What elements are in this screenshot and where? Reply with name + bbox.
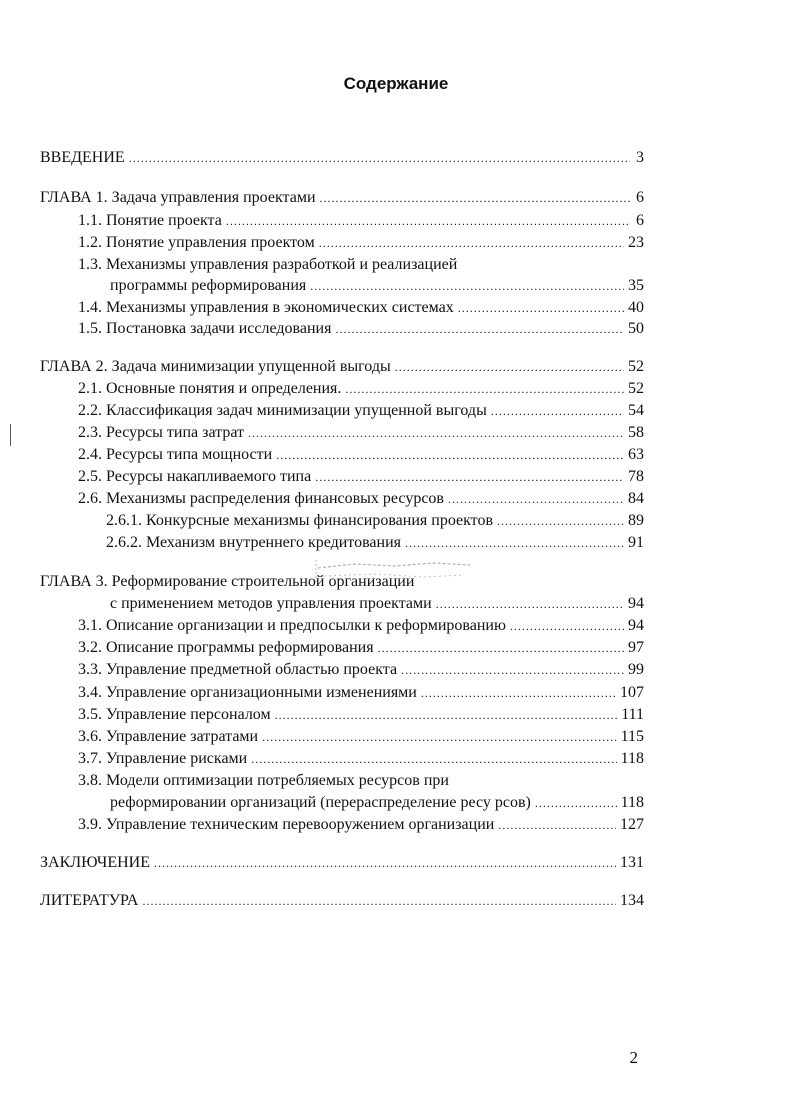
toc-label: 2.4. Ресурсы типа мощности (78, 446, 273, 463)
toc-page: 118 (620, 750, 644, 767)
toc-page: 127 (620, 816, 644, 833)
toc-page: 134 (620, 892, 644, 909)
toc-entry-1-2[interactable] (78, 233, 644, 253)
toc-entry-1-3-first-line[interactable]: 1.3. Механизмы управления разработкой и реализацией (78, 256, 458, 273)
toc-leader (315, 467, 624, 487)
toc-leader (276, 445, 624, 465)
toc-entry-chapter-3[interactable] (110, 594, 644, 614)
toc-entry-conclusion[interactable] (40, 853, 644, 873)
toc-leader (498, 815, 616, 835)
toc-entry-chapter-2[interactable] (40, 357, 644, 377)
toc-label: 3.4. Управление организационными изменениями (78, 684, 417, 701)
toc-entry-3-2[interactable] (78, 638, 644, 658)
toc-page: 52 (628, 358, 644, 375)
toc-label: 2.3. Ресурсы типа затрат (78, 424, 245, 441)
toc-page: 6 (636, 189, 644, 206)
toc-leader (248, 423, 624, 443)
toc-label: 3.5. Управление персоналом (78, 706, 271, 723)
toc-leader (319, 233, 624, 253)
toc-entry-2-2[interactable] (78, 401, 644, 421)
toc-label: ГЛАВА 1. Задача управления проектами (40, 189, 316, 206)
toc-label: 2.1. Основные понятия и определения. (78, 380, 342, 397)
toc-label: 3.6. Управление затратами (78, 728, 259, 745)
toc-page: 115 (620, 728, 644, 745)
toc-page: 50 (628, 320, 644, 337)
toc-leader (535, 793, 617, 813)
toc-label: ЛИТЕРАТУРА (40, 892, 139, 909)
toc-entry-1-1[interactable] (78, 211, 644, 231)
toc-leader (491, 401, 624, 421)
toc-entry-3-6[interactable] (78, 727, 644, 747)
toc-page: 78 (628, 468, 644, 485)
toc-label: 2.6. Механизмы распределения финансовых ресурсов (78, 490, 444, 507)
toc-label: 1.2. Понятие управления проектом (78, 234, 315, 251)
toc-leader (401, 660, 624, 680)
toc-label: 1.5. Постановка задачи исследования (78, 320, 332, 337)
toc-entry-chapter-3-first-line[interactable]: ГЛАВА 3. Реформирование строительной организации (40, 573, 415, 590)
toc-entry-3-8[interactable] (110, 793, 644, 813)
toc-leader (129, 148, 630, 168)
page-number: 2 (629, 1048, 638, 1067)
toc-label: реформировании организаций (перераспределение ресу рсов) (110, 794, 531, 811)
toc-page: 94 (628, 617, 644, 634)
toc-label: 3.1. Описание организации и предпосылки к реформированию (78, 617, 506, 634)
toc-page: 118 (620, 794, 644, 811)
toc-label: 2.6.1. Конкурсные механизмы финансирования проектов (106, 512, 494, 529)
toc-entry-3-3[interactable] (78, 660, 644, 680)
toc-leader (458, 298, 624, 318)
toc-page: 111 (621, 706, 644, 723)
toc-entry-2-5[interactable] (78, 467, 644, 487)
toc-label: 2.2. Классификация задач минимизации упущенной выгоды (78, 402, 487, 419)
toc-label: 3.3. Управление предметной областью проекта (78, 661, 398, 678)
toc-label: ВВЕДЕНИЕ (40, 149, 125, 166)
toc-label: ЗАКЛЮЧЕНИЕ (40, 854, 150, 871)
toc-page: 40 (628, 299, 644, 316)
toc-leader (497, 511, 624, 531)
toc-leader (142, 891, 616, 911)
stamp-scribble-icon (314, 554, 474, 588)
toc-label: 3.7. Управление рисками (78, 750, 248, 767)
toc-entry-2-4[interactable] (78, 445, 644, 465)
toc-leader (251, 749, 616, 769)
toc-page: 107 (620, 684, 644, 701)
toc-page: 3 (636, 149, 644, 166)
toc-leader (154, 853, 616, 873)
toc-entry-3-9[interactable] (78, 815, 644, 835)
toc-entry-3-8-first-line[interactable]: 3.8. Модели оптимизации потребляемых ресурсов при (78, 772, 449, 789)
toc-page: 91 (628, 534, 644, 551)
toc-page: 35 (628, 277, 644, 294)
toc-leader (345, 379, 624, 399)
toc-entry-2-3[interactable] (78, 423, 644, 443)
toc-entry-2-6-2[interactable] (106, 533, 644, 553)
toc-page: 99 (628, 661, 644, 678)
toc-leader (510, 616, 624, 636)
toc-label: 2.6.2. Механизм внутреннего кредитования (106, 534, 402, 551)
toc-page: 97 (628, 639, 644, 656)
toc-page: 89 (628, 512, 644, 529)
toc-page: 63 (628, 446, 644, 463)
toc-leader (262, 727, 616, 747)
toc-label: 3.9. Управление техническим перевооружением организации (78, 816, 495, 833)
toc-entry-chapter-1[interactable] (40, 188, 644, 208)
toc-leader (448, 489, 624, 509)
toc-leader (421, 683, 616, 703)
toc-label: ГЛАВА 2. Задача минимизации упущенной выгоды (40, 358, 391, 375)
scan-margin-mark (10, 424, 11, 446)
toc-page: 23 (628, 234, 644, 251)
toc-entry-references[interactable] (40, 891, 644, 911)
toc-label: 2.5. Ресурсы накапливаемого типа (78, 468, 312, 485)
toc-entry-3-7[interactable] (78, 749, 644, 769)
toc-label: с применением методов управления проектами (110, 595, 432, 612)
toc-page: 52 (628, 380, 644, 397)
toc-leader (405, 533, 624, 553)
toc-label: 3.2. Описание программы реформирования (78, 639, 374, 656)
toc-leader (395, 357, 624, 377)
faded-stamp-mark (314, 554, 474, 588)
toc-leader (378, 638, 624, 658)
toc-entry-3-4[interactable] (78, 683, 644, 703)
toc-label: 1.1. Понятие проекта (78, 212, 222, 229)
toc-page: 58 (628, 424, 644, 441)
toc-leader (310, 276, 624, 296)
toc-page: 54 (628, 402, 644, 419)
toc-entry-3-1[interactable] (78, 616, 644, 636)
toc-leader (275, 705, 618, 725)
toc-leader (335, 319, 624, 339)
toc-entry-3-5[interactable] (78, 705, 644, 725)
toc-entry-2-1[interactable] (78, 379, 644, 399)
toc-label: программы реформирования (110, 277, 307, 294)
toc-leader (320, 188, 630, 208)
toc-entry-introduction[interactable] (40, 148, 644, 168)
toc-label: 1.4. Механизмы управления в экономических системах (78, 299, 454, 316)
toc-entry-2-6-1[interactable] (106, 511, 644, 531)
toc-page: 94 (628, 595, 644, 612)
toc-page: 6 (636, 212, 644, 229)
page-title: Содержание (343, 74, 449, 93)
toc-page: 131 (620, 854, 644, 871)
toc-leader (436, 594, 624, 614)
toc-entry-1-5[interactable] (78, 319, 644, 339)
toc-page: 84 (628, 490, 644, 507)
toc-leader (226, 211, 630, 231)
toc-entry-1-4[interactable] (78, 298, 644, 318)
toc-entry-2-6[interactable] (78, 489, 644, 509)
toc-entry-1-3[interactable] (110, 276, 644, 296)
